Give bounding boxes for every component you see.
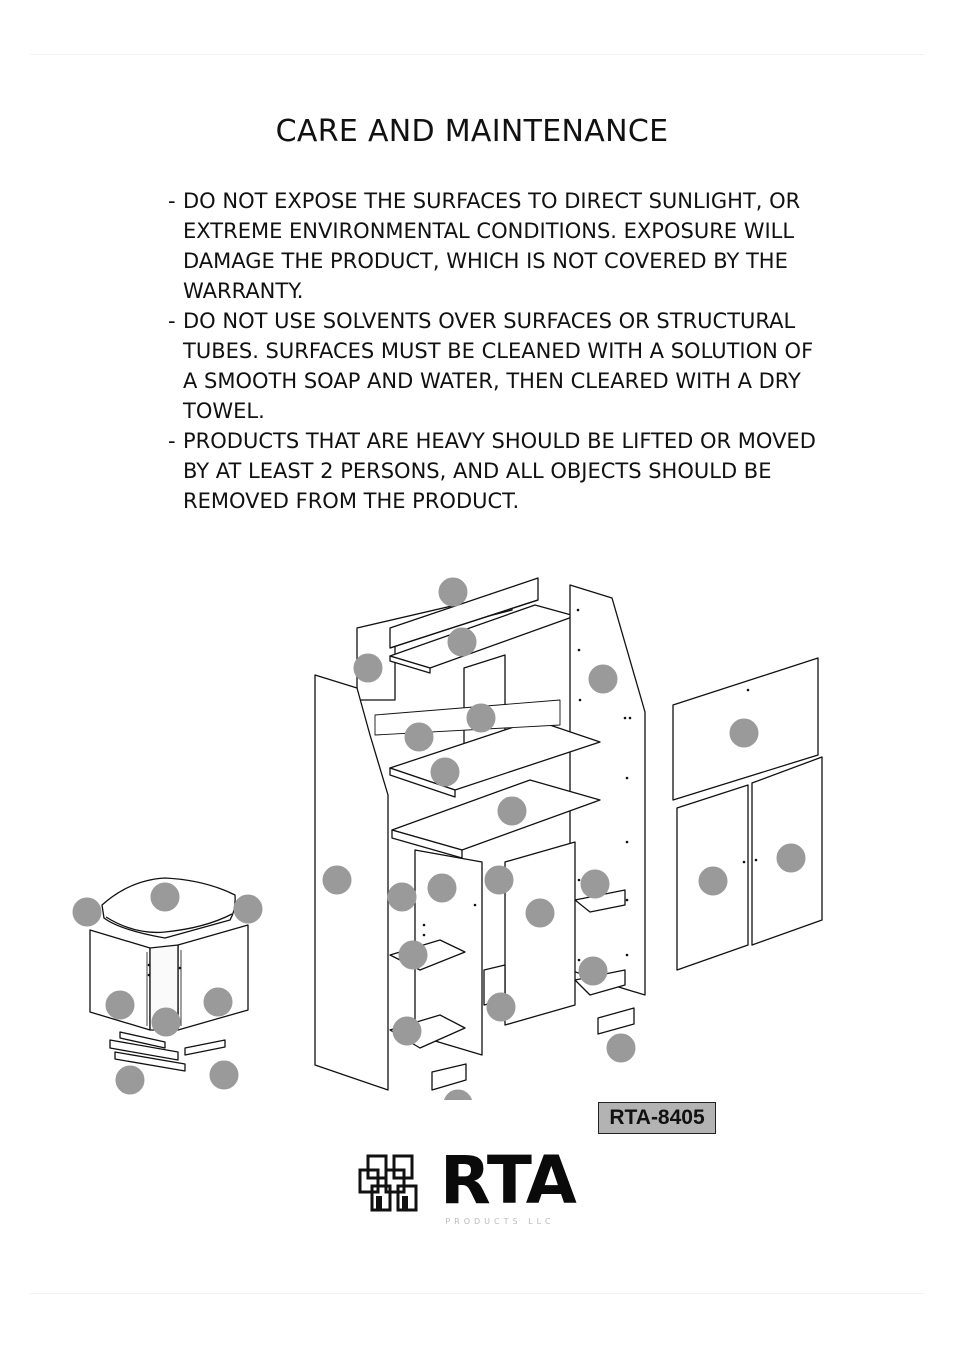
part-marker [204,988,232,1016]
bullet-dash: - [168,309,176,333]
part-marker [354,654,382,682]
instruction-heavy-lifting [168,426,828,516]
part-marker [388,883,416,911]
part-marker [405,723,433,751]
part-marker [444,1090,472,1100]
exploded-assembly-diagram [0,560,954,1100]
part-marker [106,991,134,1019]
part-marker [581,870,609,898]
part-marker [116,1066,144,1094]
part-marker [448,628,476,656]
part-marker [467,704,495,732]
part-marker [323,866,351,894]
part-marker [439,578,467,606]
logo-wordmark: RTA [440,1142,576,1219]
instruction-text: PRODUCTS THAT ARE HEAVY SHOULD BE LIFTED OR MOVED BY AT LEAST 2 PERSONS, AND ALL OBJECTS SHOULD BE REMOVED FROM THE PRODUCT. [183,429,816,513]
part-marker [234,895,262,923]
rta-logo [356,1142,576,1232]
part-marker [589,665,617,693]
part-marker [579,957,607,985]
logo-mark [356,1152,442,1218]
part-marker [485,866,513,894]
part-marker [210,1061,238,1089]
part-marker [431,758,459,786]
instruction-solvents [168,306,828,426]
care-instructions [168,186,828,516]
instruction-text: DO NOT EXPOSE THE SURFACES TO DIRECT SUNLIGHT, OR EXTREME ENVIRONMENTAL CONDITIONS. EXPOSURE WILL DAMAGE THE PRODUCT, WHICH IS NOT COVERED BY THE WARRANTY. [183,189,801,303]
part-marker [152,1008,180,1036]
instruction-text: DO NOT USE SOLVENTS OVER SURFACES OR STRUCTURAL TUBES. SURFACES MUST BE CLEANED WITH A SOLUTION OF A SMOOTH SOAP AND WATER, THEN CLEARED WITH A DRY TOWEL. [183,309,814,423]
part-marker [498,797,526,825]
part-marker [777,844,805,872]
bullet-dash: - [168,189,176,213]
part-marker [393,1017,421,1045]
bullet-dash: - [168,429,176,453]
part-marker [526,899,554,927]
top-page-edge [30,54,924,55]
part-marker [428,874,456,902]
page-title: CARE AND MAINTENANCE [275,114,669,149]
part-marker [607,1034,635,1062]
part-marker [487,993,515,1021]
part-marker [730,719,758,747]
part-marker [399,941,427,969]
logo-subtitle: PRODUCTS LLC [445,1217,555,1226]
instruction-sunlight [168,186,828,306]
door-panels [673,658,822,970]
bottom-page-edge [30,1293,924,1294]
part-marker [73,898,101,926]
model-number-badge: RTA-8405 [598,1102,716,1134]
part-marker [151,883,179,911]
part-marker [699,867,727,895]
